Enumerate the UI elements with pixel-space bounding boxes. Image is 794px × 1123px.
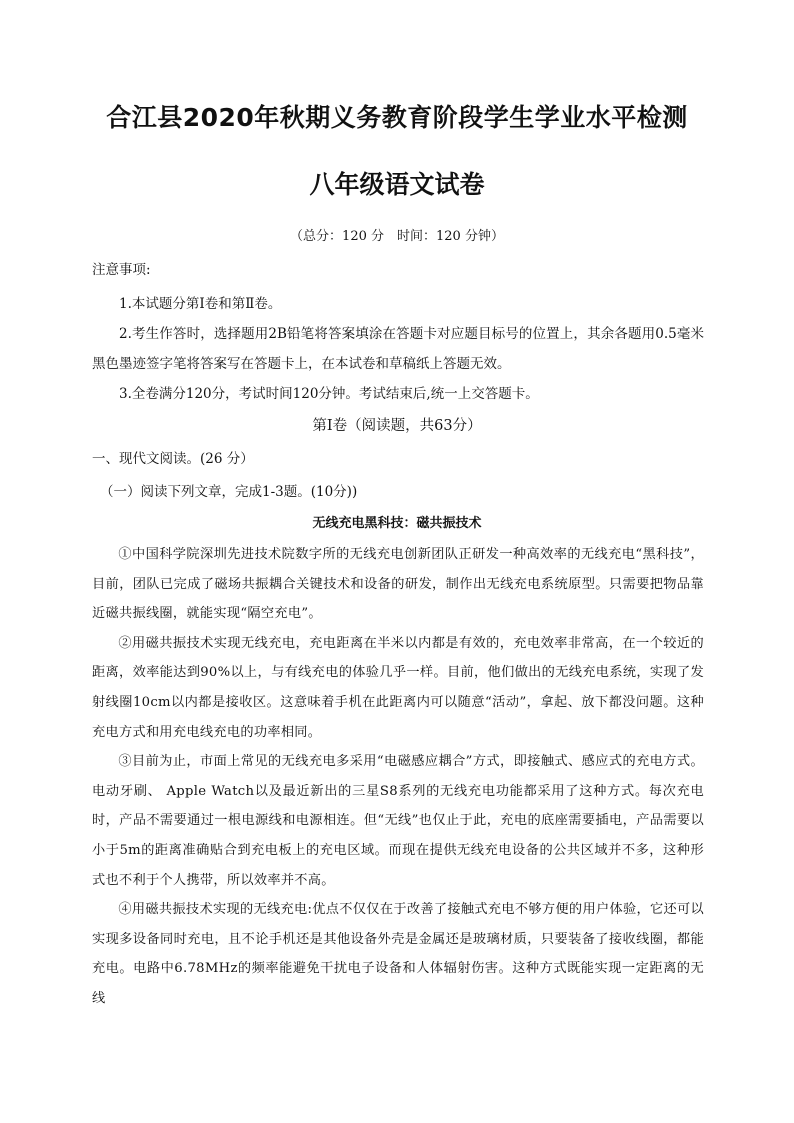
notice-list: [92, 289, 704, 409]
notice-item: 2.考生作答时，选择题用2B铅笔将答案填涂在答题卡对应题目标号的位置上，其余各题用0.5毫米黑色墨迹签字笔将答案写在答题卡上，在本试卷和草稿纸上答题无效。: [92, 326, 704, 372]
notice-heading: 注意事项:: [92, 262, 151, 278]
exam-score-time: （总分：120 分 时间：120 分钟）: [290, 229, 504, 244]
notice-item: 3.全卷满分120分，考试时间120分钟。考试结束后,统一上交答题卡。: [119, 386, 539, 402]
notice-item: 1.本试题分第Ⅰ卷和第Ⅱ卷。: [119, 296, 282, 312]
article-paragraph: ②用磁共振技术实现无线充电，充电距离在半米以内都是有效的，充电效率非常高，在一个较近的距离，效率能达到90%以上，与有线充电的体验几乎一样。目前，他们做出的无线充电系统，实现了发射线圈10cm以内都是接收区。这意味着手机在此距离内可以随意“活动”，拿起、放下都没问题。这种充电方式和用充电线充电的功率相同。: [92, 635, 704, 740]
subsection-heading: （一）阅读下列文章，完成1-3题。(10分)): [100, 484, 358, 500]
exam-title: 合江县2020年秋期义务教育阶段学生学业水平检测: [106, 103, 688, 132]
article-paragraph: ①中国科学院深圳先进技术院数字所的无线充电创新团队正研发一种高效率的无线充电“黑科技”，目前，团队已完成了磁场共振耦合关键技术和设备的研发，制作出无线充电系统原型。只需要把物品靠近磁共振线圈，就能实现“隔空充电”。: [92, 547, 704, 622]
part-one-title: 第Ⅰ卷（阅读题，共63分）: [312, 418, 482, 434]
article-title: 无线充电黑科技：磁共振技术: [312, 516, 482, 531]
section-heading: 一、现代文阅读。(26 分）: [92, 451, 254, 467]
article-body: [92, 540, 704, 1014]
exam-subtitle: 八年级语文试卷: [309, 170, 485, 199]
article-paragraph: ③目前为止，市面上常见的无线充电多采用“电磁感应耦合”方式，即接触式、感应式的充电方式。电动牙刷、 Apple Watch以及最近新出的三星S8系列的无线充电功能都采用了这种方式。每次充电时，产品不需要通过一根电源线和电源相连。但“无线”也仅止于此，充电的底座需要插电，产品需要以小于5m的距离准确贴合到充电板上的充电区域。而现在提供无线充电设备的公共区域并不多，这种形式也不利于个人携带，所以效率并不高。: [92, 754, 704, 888]
article-paragraph: ④用磁共振技术实现的无线充电:优点不仅仅在于改善了接触式充电不够方便的用户体验，它还可以实现多设备同时充电，且不论手机还是其他设备外壳是金属还是玻璃材质，只要装备了接收线圈，都能充电。电路中6.78MHz的频率能避免干扰电子设备和人体辐射伤害。这种方式既能实现一定距离的无线: [92, 902, 704, 1006]
